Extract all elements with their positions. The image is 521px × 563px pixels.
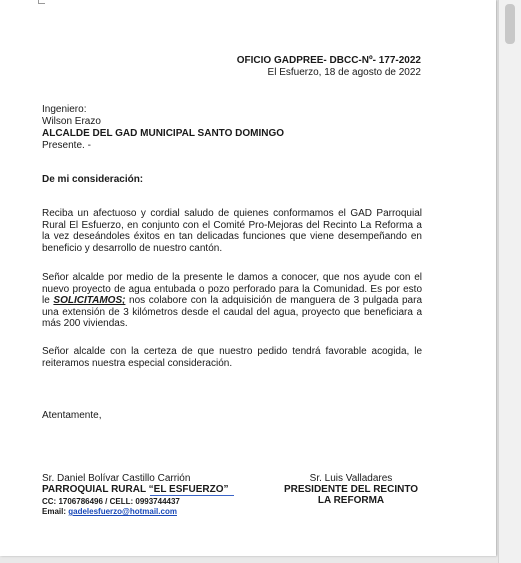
signer-left-email-row: [42, 507, 177, 517]
recipient-name: Wilson Erazo: [42, 116, 101, 127]
recipient-position: ALCALDE DEL GAD MUNICIPAL SANTO DOMINGO: [42, 128, 285, 139]
signer-left-contact: CC: 1706786496 / CELL: 0993744437: [42, 497, 180, 506]
recipient-presente: Presente. -: [42, 140, 91, 151]
email-link[interactable]: gadelesfuerzo@hotmail.com: [68, 507, 177, 516]
paragraph-3: Señor alcalde con la certeza de que nuestro pedido tendrá favorable acogida, le reiteramos nuestra especial consideración.: [42, 346, 422, 369]
signer-right-line1: PRESIDENTE DEL RECINTO: [283, 484, 419, 495]
paragraph-2: [42, 272, 422, 330]
scrollbar-thumb[interactable]: [505, 4, 515, 44]
place-date: El Esfuerzo, 18 de agosto de 2022: [267, 67, 421, 78]
paragraph-2-text-a: Señor alcalde por medio de la presente le damos a conocer, que nos ayude con el nuevo proyecto de agua entubada o pozo perforado para la Comunidad. Es por esto le: [42, 272, 422, 307]
oficio-number: OFICIO GADPREE- DBCC-Nº- 177-2022: [236, 55, 421, 66]
greeting: De mi consideración:: [42, 174, 144, 185]
org-underline: [150, 495, 234, 496]
email-label: Email:: [42, 507, 69, 516]
paragraph-2-text-b: nos colabore con la adquisición de manguera de 3 pulgada para una extensión de 3 kilómetros desde el caudal del agua, proyecto que beneficiara a más 200 viviendas.: [42, 295, 423, 330]
signer-right-line2: LA REFORMA: [317, 495, 385, 506]
signer-left-name: Sr. Daniel Bolívar Castillo Carrión: [42, 473, 191, 484]
vertical-scrollbar[interactable]: [498, 0, 521, 563]
recipient-title: Ingeniero:: [42, 104, 87, 115]
signer-left-org: PARROQUIAL RURAL “EL ESFUERZO”: [42, 484, 229, 495]
paragraph-1: Reciba un afectuoso y cordial saludo de quienes conformamos el GAD Parroquial Rural El Esfuerzo, en conjunto con el Comité Pro-Mejoras del Recinto La Reforma a la vez deseándoles éxitos en tan delicadas funciones que viene desempeñando en beneficio y desarrollo de nuestro cantón.: [42, 208, 422, 254]
margin-corner-mark: [38, 0, 45, 4]
closing: Atentamente,: [42, 410, 102, 421]
signer-right-name: Sr. Luis Valladares: [309, 473, 393, 484]
solicitamos-emphasis: SOLICITAMOS;: [53, 295, 126, 307]
